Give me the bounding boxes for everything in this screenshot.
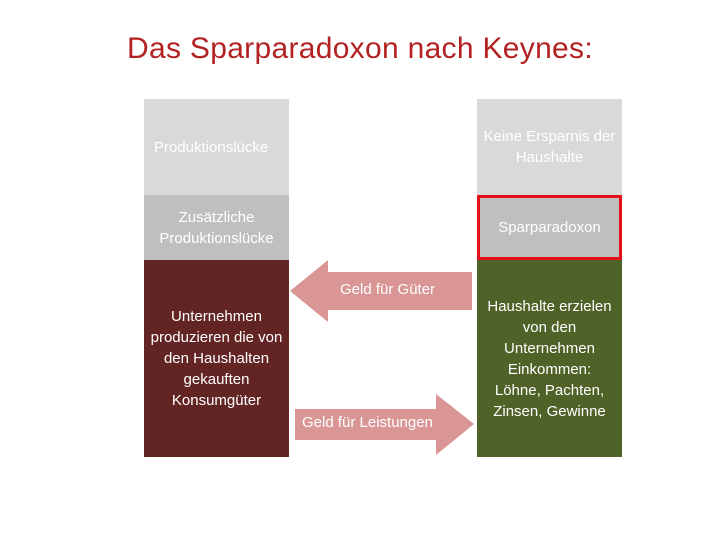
households-box	[477, 260, 622, 457]
savings-paradox-box	[477, 195, 622, 260]
companies-box	[144, 260, 289, 457]
production-gap-box	[144, 99, 289, 195]
money-for-services-label: Geld für Leistungen	[302, 414, 433, 431]
companies-label: Unternehmen produzieren die von den Haushalten gekauften Konsumgüter	[150, 308, 283, 409]
households-label: Haushalte erzielen von den Unternehmen Einkommen: Löhne, Pachten, Zinsen, Gewinne	[487, 297, 612, 420]
page-title: Das Sparparadoxon nach Keynes:	[127, 32, 593, 65]
additional-gap-box	[144, 195, 289, 260]
savings-paradox-label: Sparparadoxon	[498, 219, 601, 236]
production-gap-label: Produktionslücke	[154, 138, 269, 156]
additional-gap-label: Zusätzliche Produktionslücke	[159, 208, 274, 247]
money-for-goods-label: Geld für Güter	[340, 281, 436, 298]
no-savings-label: Keine Ersparnis der Haushalte	[483, 128, 616, 166]
no-savings-box	[477, 99, 622, 195]
